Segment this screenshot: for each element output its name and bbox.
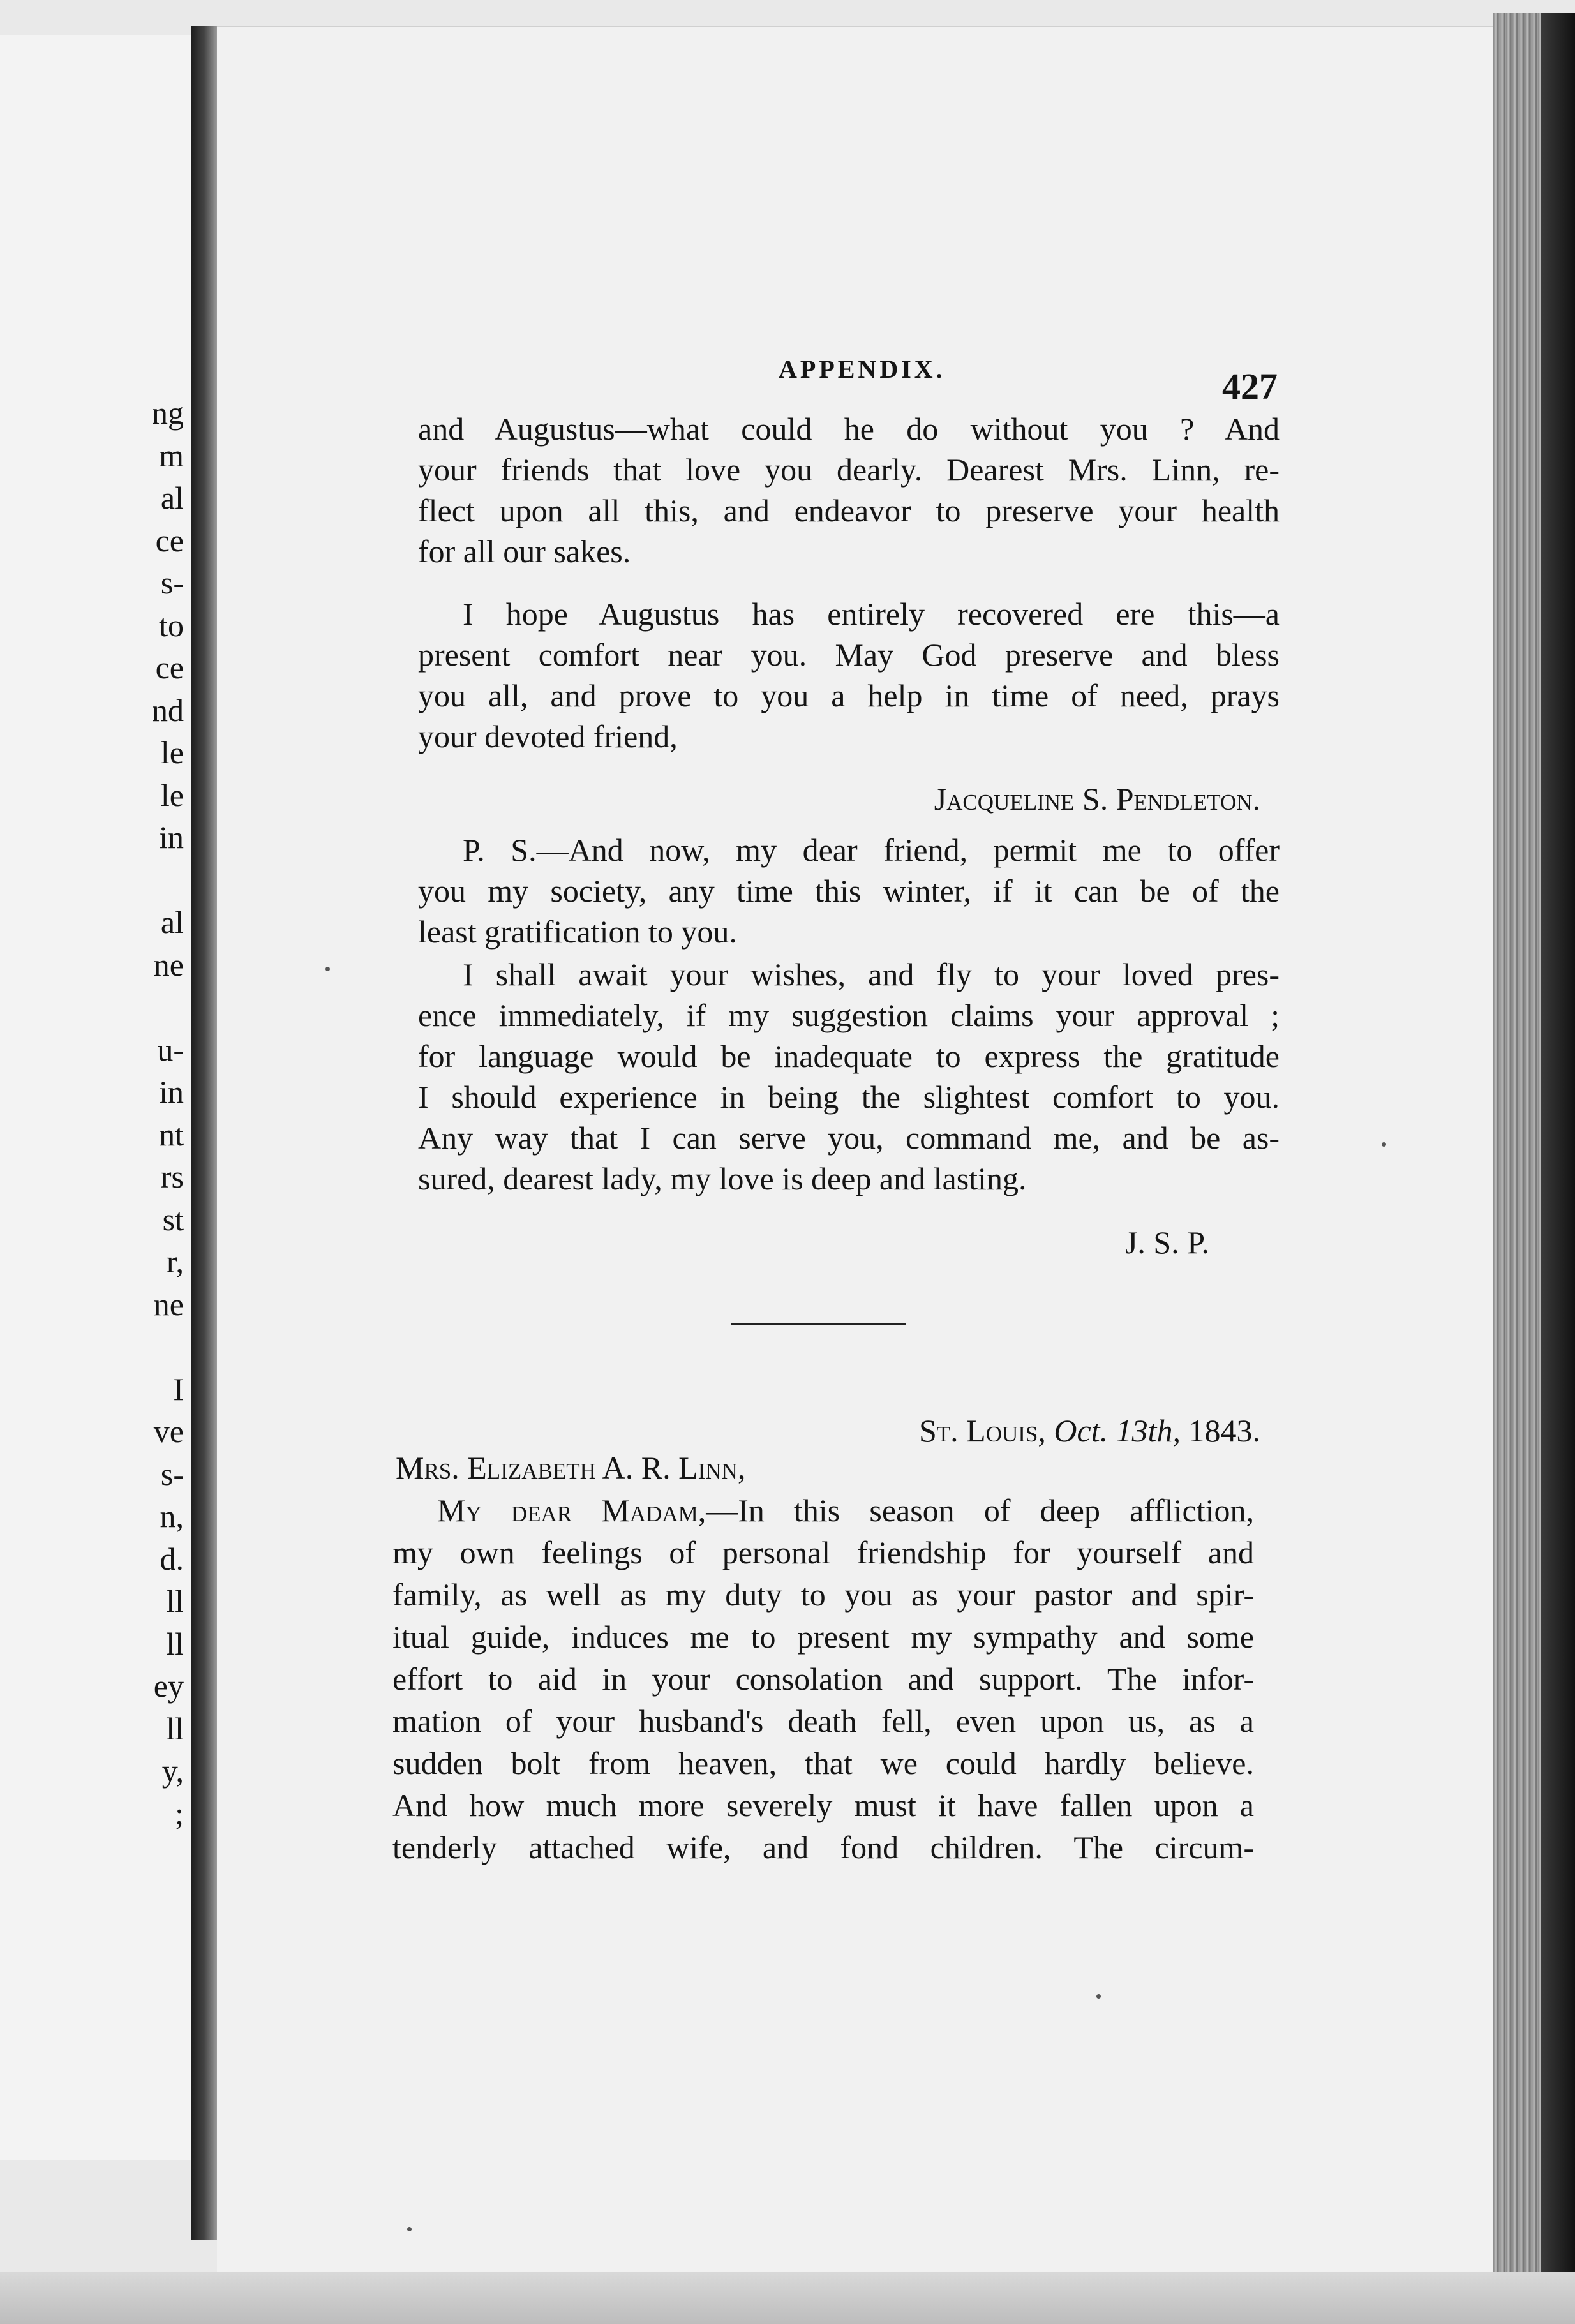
scan-speck — [1096, 1994, 1101, 1999]
text-line: I hope Augustus has entirely recovered ere this—a — [463, 596, 1280, 632]
left-page-fragment — [0, 1323, 191, 1370]
left-page-fragment: in — [159, 819, 184, 855]
dateline-year: 1843. — [1188, 1413, 1260, 1449]
left-page-fragment: ey — [153, 1668, 184, 1704]
dateline-place: St. Louis, — [919, 1413, 1046, 1449]
text-line: itual guide, induces me to present my sympathy and some — [392, 1619, 1254, 1655]
text-line: you all, and prove to you a help in time of need, prays — [418, 678, 1280, 713]
salutation-line-rest: —In this season of deep affliction, — [706, 1493, 1254, 1528]
text-line: for all our sakes. — [418, 533, 631, 569]
dateline — [418, 1410, 1280, 1451]
scan-bottom-band — [0, 2272, 1575, 2324]
left-page-fragment: ng — [152, 395, 184, 431]
left-page-fragment: u- — [157, 1031, 184, 1068]
left-page-fragment: le — [160, 734, 184, 770]
left-page-fragment: al — [160, 480, 184, 516]
left-page-fragment: rs — [160, 1159, 184, 1195]
left-page-fragment: r, — [166, 1244, 184, 1279]
left-page-fragment: I — [173, 1371, 184, 1407]
salutation-line — [392, 1490, 1254, 1531]
text-line: least gratification to you. — [418, 914, 737, 950]
text-line: and Augustus—what could he do without you ? And — [418, 411, 1280, 447]
text-line: I shall await your wishes, and fly to your loved pres- — [463, 957, 1280, 992]
page-number: 427 — [1222, 366, 1278, 407]
left-page-fragment: ll — [166, 1583, 184, 1619]
initials: J. S. P. — [1124, 1225, 1209, 1260]
left-page-fragment: ne — [153, 946, 184, 983]
text-line: tenderly attached wife, and fond children. The circum- — [392, 1829, 1254, 1865]
text-line: sudden bolt from heaven, that we could hardly believe. — [392, 1745, 1254, 1781]
left-page-fragment: ll — [166, 1625, 184, 1662]
text-line: your devoted friend, — [418, 719, 678, 754]
addressee: Mrs. Elizabeth A. R. Linn, — [396, 1450, 746, 1486]
text-line: you my society, any time this winter, if it can be of the — [418, 873, 1280, 909]
left-page-fragment: ce — [155, 522, 184, 558]
left-page-fragment: ll — [166, 1710, 184, 1747]
left-page-fragment — [0, 983, 191, 1031]
left-page-fragment: al — [160, 904, 184, 940]
text-line: mation of your husband's death fell, even upon us, as a — [392, 1703, 1254, 1739]
scan-speck — [1382, 1142, 1386, 1147]
text-line: P. S.—And now, my dear friend, permit me to offer — [463, 832, 1280, 868]
text-line: your friends that love you dearly. Dearest Mrs. Linn, re- — [418, 452, 1280, 488]
salutation: My dear Madam, — [437, 1493, 706, 1528]
left-page-fragment: ce — [155, 650, 184, 685]
text-line: my own feelings of personal friendship for yourself and — [392, 1535, 1254, 1570]
text-line: family, as well as my duty to you as your pastor and spir- — [392, 1577, 1254, 1613]
text-line: effort to aid in your consolation and support. The infor- — [392, 1661, 1254, 1697]
text-line: Any way that I can serve you, command me, and be as- — [418, 1120, 1280, 1156]
left-page-fragment: s- — [160, 565, 184, 600]
left-page-fragment: ; — [175, 1795, 184, 1831]
text-line: for language would be inadequate to express the gratitude — [418, 1038, 1280, 1074]
left-page-fragment: st — [162, 1201, 184, 1237]
running-head: APPENDIX. — [779, 355, 946, 384]
signature: Jacqueline S. Pendleton. — [934, 781, 1260, 817]
text-line: sured, dearest lady, my love is deep and lasting. — [418, 1161, 1027, 1196]
scan-speck — [325, 967, 330, 971]
scan-speck — [407, 2227, 412, 2231]
text-line: I should experience in being the slightest comfort to you. — [418, 1079, 1280, 1115]
text-line: present comfort near you. May God preserve and bless — [418, 637, 1280, 673]
left-page-fragment: y, — [161, 1753, 184, 1789]
left-page-fragment: ve — [153, 1413, 184, 1449]
text-line: ence immediately, if my suggestion claims your approval ; — [418, 997, 1280, 1033]
left-page-fragment: m — [159, 437, 184, 473]
left-page-fragment: to — [159, 607, 184, 643]
left-page-fragment: le — [160, 777, 184, 813]
left-page-fragment: n, — [160, 1498, 184, 1534]
left-page-fragment: in — [159, 1074, 184, 1110]
left-page-fragment: ne — [153, 1286, 184, 1322]
section-divider-rule — [731, 1323, 906, 1325]
left-page-fragment: nd — [152, 692, 184, 728]
dateline-date: Oct. 13th, — [1054, 1413, 1181, 1449]
gutter-shadow — [191, 26, 217, 2240]
left-page-fragment — [0, 856, 191, 904]
left-facing-page — [0, 35, 200, 2160]
left-page-fragment: d. — [160, 1540, 184, 1577]
page-edge-shadow — [1541, 13, 1575, 2316]
left-page-fragment: s- — [160, 1456, 184, 1492]
left-page-fragment: nt — [159, 1116, 184, 1152]
text-line: And how much more severely must it have fallen upon a — [392, 1787, 1254, 1823]
text-line: flect upon all this, and endeavor to preserve your health — [418, 493, 1280, 528]
